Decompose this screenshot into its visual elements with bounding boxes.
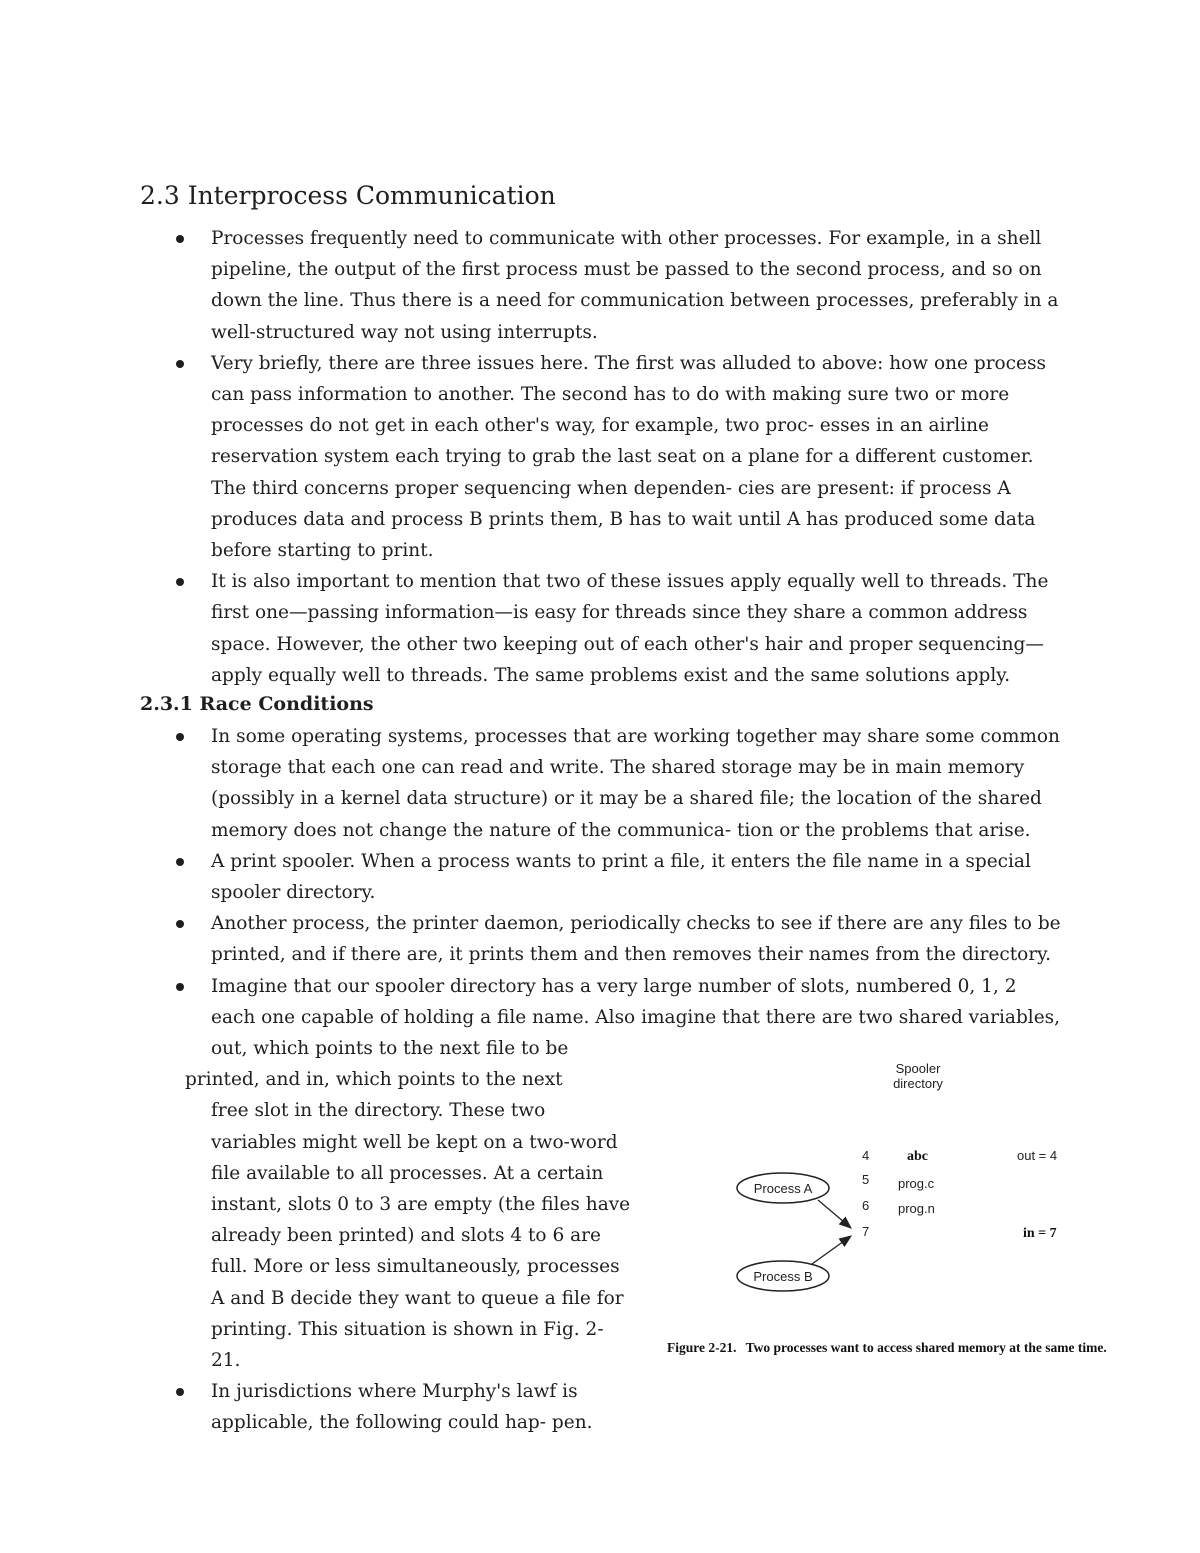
- bullet-text: A print spooler. When a process wants to print a file, it enters the file name in a special spooler directory.: [211, 850, 1031, 904]
- slot-number: 4: [862, 1148, 870, 1163]
- bullet-icon: [176, 360, 184, 368]
- figure-caption: [667, 1340, 1107, 1355]
- bullet-text-line: 21.: [211, 1350, 241, 1372]
- bullet-text-line: already been printed) and slots 4 to 6 are: [211, 1225, 601, 1247]
- bullet-text-line: variables might well be kept on a two-word: [211, 1131, 618, 1153]
- list-item: [0, 1376, 1061, 1438]
- process-b-label: Process B: [753, 1269, 813, 1284]
- bullet-text-line: file available to all processes. At a certain: [211, 1162, 604, 1184]
- bullet-text-line: instant, slots 0 to 3 are empty (the files have: [211, 1194, 631, 1216]
- bullet-text: In jurisdictions where Murphy's lawf is applicable, the following could hap- pen.: [211, 1381, 593, 1434]
- bullet-text: Very briefly, there are three issues here. The first was alluded to above: how one process can pass information to another. The second has to do with making sure two or more processes do not get in each other's way, for example, two proc- esses in an airline reservation system each trying to grab the last seat on a plane for a different customer. The third concerns proper sequencing when dependen- cies are present: if process A produces data and process B prints them, B has to wait until A has produced some data before starting to print.: [211, 352, 1046, 562]
- slot-number: 7: [862, 1224, 870, 1239]
- spooler-label-line2: directory: [893, 1076, 943, 1091]
- bullet-icon: [176, 983, 184, 991]
- slot-file: prog.n: [898, 1201, 935, 1216]
- in-variable: in = 7: [1023, 1226, 1057, 1241]
- spooler-label-line1: Spooler: [895, 1061, 941, 1076]
- figure-caption-text: Two processes want to access shared memory at the same time.: [745, 1340, 1107, 1355]
- slot-file: prog.c: [898, 1176, 935, 1191]
- bullet-text-line: Imagine that our spooler directory has a very large number of slots, numbered 0, 1, 2: [211, 975, 1017, 997]
- spooler-diagram: [660, 1050, 1180, 1370]
- subsection-title: 2.3.1 Race Conditions: [140, 693, 374, 715]
- arrow-a-to-slot: [818, 1200, 851, 1228]
- bullet-icon: [176, 858, 184, 866]
- slot-number: 6: [862, 1198, 870, 1213]
- bullet-text-line: A and B decide they want to queue a file for: [211, 1287, 624, 1309]
- slot-number: 5: [862, 1172, 870, 1187]
- list-item: [0, 223, 1061, 348]
- process-a-label: Process A: [753, 1181, 813, 1196]
- section-title: 2.3 Interprocess Communication: [140, 181, 556, 210]
- bullet-text-line: out, which points to the next file to be: [211, 1038, 569, 1060]
- bullet-text-line: printed, and in, which points to the next: [185, 1069, 563, 1091]
- bullet-icon: [176, 733, 184, 741]
- list-item: [0, 348, 1061, 566]
- bullet-icon: [176, 578, 184, 586]
- bullet-text: Processes frequently need to communicate with other processes. For example, in a shell pipeline, the output of the first process must be passed to the second process, and so on down the line. Thus there is a need for communication between processes, preferably in a well-structured way not using interrupts.: [211, 228, 1059, 343]
- bullet-text: In some operating systems, processes that are working together may share some common storage that each one can read and write. The shared storage may be in main memory (possibly in a kernel data structure) or it may be a shared file; the location of the shared memory does not change the nature of the communica- tion or the problems that arise.: [211, 726, 1060, 841]
- bullet-text-line: free slot in the directory. These two: [211, 1100, 546, 1122]
- bullet-text-line: printing. This situation is shown in Fig. 2-: [211, 1318, 604, 1340]
- bullet-icon: [176, 1388, 184, 1396]
- figure-number: Figure 2-21.: [667, 1340, 737, 1355]
- arrow-b-to-slot: [812, 1236, 851, 1264]
- list-item: [0, 908, 1061, 970]
- list-item: [0, 566, 1061, 691]
- bullet-text-line: full. More or less simultaneously, processes: [211, 1256, 620, 1278]
- bullet-text: It is also important to mention that two of these issues apply equally well to threads. The first one—passing information—is easy for threads since they share a common address space. However, the other two keeping out of each other's hair and proper sequencing— apply equally well to threads. The same problems exist and the same solutions apply.: [211, 571, 1049, 686]
- bullet-text: Another process, the printer daemon, periodically checks to see if there are any files to be printed, and if there are, it prints them and then removes their names from the directory.: [211, 913, 1061, 966]
- out-variable: out = 4: [1017, 1148, 1058, 1163]
- section-bullet-list: [0, 223, 1061, 691]
- list-item: [0, 846, 1061, 908]
- bullet-text-line: each one capable of holding a file name. Also imagine that there are two shared variables,: [211, 1006, 1061, 1028]
- list-item: [0, 721, 1061, 846]
- bullet-icon: [176, 235, 184, 243]
- slot-file: abc: [907, 1149, 928, 1164]
- bullet-icon: [176, 920, 184, 928]
- spooler-figure: [660, 1050, 1180, 1370]
